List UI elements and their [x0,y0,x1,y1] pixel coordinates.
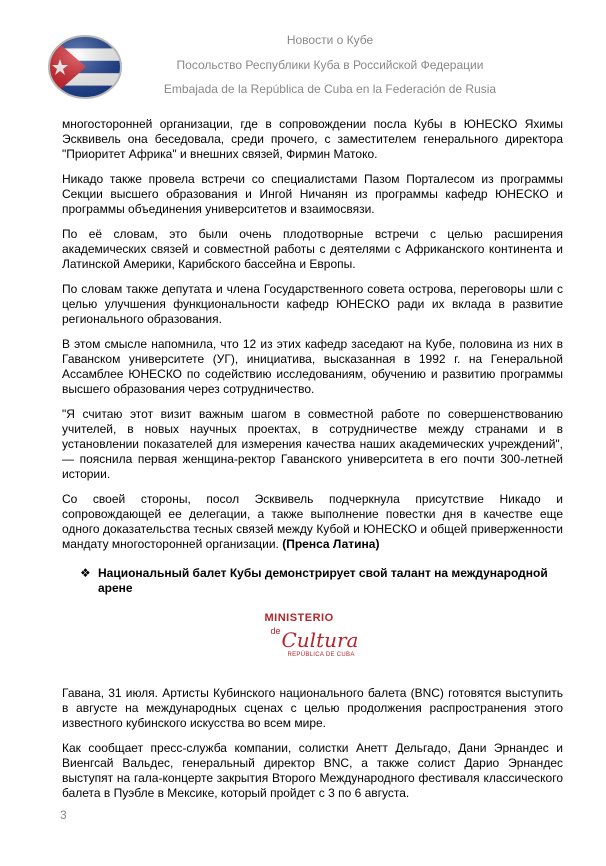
header-title: Новости о Кубе [286,33,374,47]
paragraph-last [62,492,563,552]
paragraph: многосторонней организации, где в сопровождении посла Кубы в ЮНЕСКО Яхимы Эсквивель она беседовала, среди прочего, с заместителем генерального директора "Приоритет Африка" и внешних связей, Фирмин Матоко. [62,117,563,161]
paragraph: Никадо также провела встречи со специалистами Пазом Порталесом из программы Секции высшего образования и Ингой Ничанян из программы кафедр ЮНЕСКО и программы объединения университетов и взаимосвязи. [62,172,563,216]
logo-line-4: REPÚBLICA DE CUBA [287,652,355,658]
paragraph: В этом смысле напомнила, что 12 из этих кафедр заседают на Кубе, половина из них в Гаванском университете (УГ), инициатива, высказанная в 1992 г. на Генеральной Ассамблее ЮНЕСКО по содействию исследованиям, обучению и развитию программы высшего образования через сотрудничество. [62,337,563,396]
paragraph-text: Со своей стороны, посол Эсквивель подчеркнула присутствие Никадо и сопровождающей ее делегации, а также выполнение повестки дня в качестве еще одного доказательства тесных связей между Кубой и ЮНЕСКО и общей приверженности мандату многосторонней организации. [62,492,563,551]
header-embassy-ru: Посольство Республики Куба в Российской Федерации [176,58,484,72]
page-number: 3 [60,808,67,822]
page-header [0,0,606,108]
logo-line-1: MINISTERIO [264,612,334,624]
article-heading-text: Национальный балет Кубы демонстрирует свой талант на международной арене [98,566,548,595]
diamond-bullet-icon: ❖ [80,566,91,580]
paragraph: Как сообщает пресс-служба компании, солистки Анетт Дельгадо, Дани Эрнандес и Виенгсай Вальдес, генеральный директор BNC, а также солист Дарио Эрнандес выступят на гала-концерте закрытия Второго Международного фестиваля классического балета в Пуэбле в Мексике, который пройдет с 3 по 6 августа. [62,741,563,800]
ministry-culture-logo [62,606,563,670]
article-heading [62,566,563,596]
logo-line-2: de [270,626,281,636]
header-embassy-es: Embajada de la República de Cuba en la Federación de Rusia [163,82,497,96]
paragraph: "Я считаю этот визит важным шагом в совместной работе по совершенствованию учителей, в новых научных проектах, в сотрудничестве между странами и в установлении показателей для измерения качества наших академических учреждений", — пояснила первая женщина-ректор Гаванского университета в его почти 300-летней истории. [62,407,563,481]
paragraph: По её словам, это были очень плодотворные встречи с целью расширения академических связей и совместной работы с деятелями с Африканского континента и Латинской Америки, Карибского бассейна и Европы. [62,227,563,271]
logo-box [262,606,364,670]
article-body [62,117,563,811]
paragraph: Гавана, 31 июля. Артисты Кубинского национального балета (BNC) готовятся выступить в августе на международных сценах с целью продолжения распространения этого известного кубинского искусства во всем мире. [62,686,563,730]
paragraph: По словам также депутата и члена Государственного совета острова, переговоры шли с целью улучшения функциональности кафедр ЮНЕСКО ради их вклада в развитие регионального образования. [62,282,563,326]
logo-line-3: Cultura [281,628,359,652]
cuban-flag-icon [46,32,124,102]
source-label: (Пренса Латина) [282,537,380,551]
